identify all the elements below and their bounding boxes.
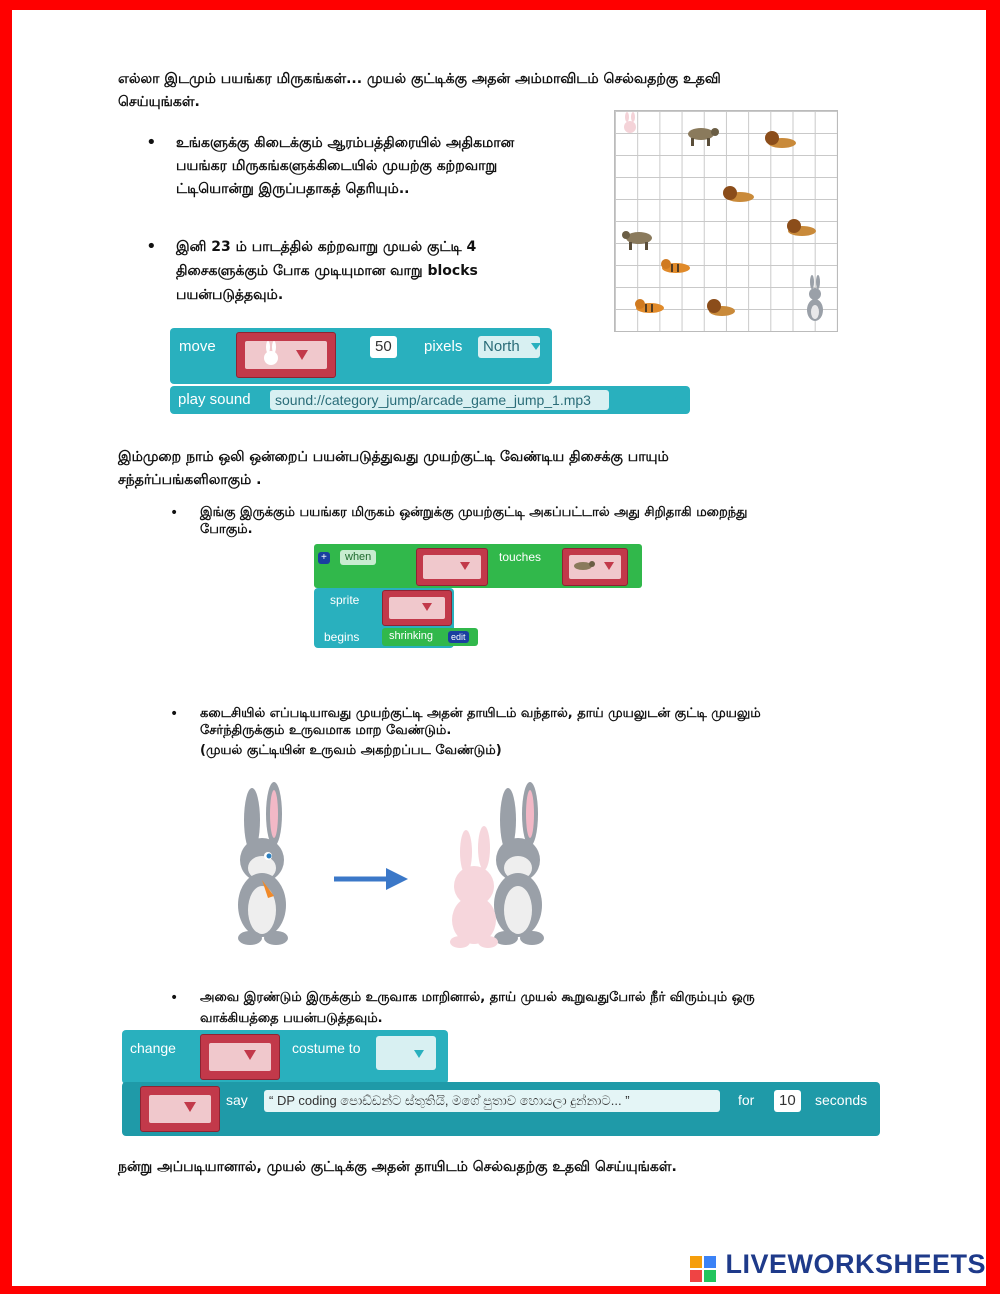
mother-rabbit-icon [804,274,826,324]
bullet4-line-1: கடைசியில் எப்படியாவது முயற்குட்டி அதன் தாயிடம் வந்தால், தாய் முயலுடன் குட்டி முயலும் [200,706,761,721]
costume-to-label: costume to [292,1040,361,1056]
brand-logo: LIVEWORKSHEETS [725,1249,986,1279]
bullet5-line-2: வாக்கியத்தை பயன்படுத்தவும். [200,1011,383,1026]
arrow-right-icon [332,866,410,892]
bullet3-line-2: போகும். [200,522,253,537]
bullet5-line-1: அவை இரண்டும் இருக்கும் உருவாக மாறினால், தாய் முயல் கூறுவதுபோல் நீர் விரும்பும் ஒரு [200,990,755,1005]
pixels-value-input[interactable]: 50 [370,336,397,358]
bullet-dot: • [146,236,157,257]
bullet2-line-2: திசைகளுக்கும் போக முடியுமான வாறு blocks [176,263,478,279]
bullet4-line-2: சேர்ந்திருக்கும் உருவமாக மாற வேண்டும். [200,723,452,738]
edit-button[interactable]: edit [448,631,469,643]
behavior-name: shrinking [389,630,434,642]
closing-line: நன்று அப்படியானால், முயல் குட்டிக்கு அதன் தாயிடம் செல்வதற்கு உதவி செய்யுங்கள். [118,1159,677,1175]
liveworksheets-logo-icon [690,1256,718,1284]
bullet2-line-1: இனி 23 ம் பாடத்தில் கற்றவாறு முயல் குட்டி 4 [176,239,477,255]
baby-rabbit-icon [260,340,282,366]
intro-line-1: எல்லா இடமும் பயங்கர மிருகங்கள்... முயல் குட்டிக்கு அதன் அம்மாவிடம் செல்வதற்கு உதவி [118,71,721,87]
bullet-dot: • [146,132,157,153]
bullet3-line-1: இங்கு இருக்கும் பயங்கர மிருகம் ஒன்றுக்கு முயற்குட்டி அகப்பட்டால் அது சிறிதாகி மறைந்து [200,505,748,520]
hyena-icon [620,226,658,250]
chevron-down-icon [184,1102,196,1112]
para2-line-2: சந்தர்ப்பங்களிலாகும் . [118,472,262,488]
move-label: move [179,338,216,355]
plus-button[interactable]: + [318,552,330,564]
para2-line-1: இம்முறை நாம் ஒலி ஒன்றைப் பயன்படுத்துவது முயற்குட்டி வேண்டிய திசைக்கு பாயும் [118,449,669,465]
for-label: for [738,1092,755,1108]
chevron-down-icon [414,1050,424,1058]
lion-icon [720,184,758,204]
baby-rabbit-icon [620,112,640,134]
tiger-icon [632,296,668,316]
sprite-dropdown[interactable] [140,1086,220,1132]
touches-label: touches [499,550,542,564]
sprite-dropdown[interactable] [382,590,452,626]
change-label: change [130,1040,176,1056]
play-sound-label: play sound [178,391,251,408]
bullet-dot: • [170,706,179,722]
when-dropdown[interactable]: when [340,550,376,565]
lion-icon [782,216,820,238]
costume-dropdown[interactable] [376,1036,436,1070]
tiger-icon [658,256,694,276]
sound-dropdown[interactable]: sound://category_jump/arcade_game_jump_1.mp3 [270,390,609,410]
sprite-dropdown[interactable] [236,332,336,378]
hyena-icon [570,558,596,574]
say-label: say [226,1092,248,1108]
bullet2-line-3: பயன்படுத்தவும். [176,287,284,303]
seconds-label: seconds [815,1092,868,1108]
begins-label: begins [324,630,360,644]
chevron-down-icon [604,562,614,570]
chevron-down-icon [667,396,677,403]
lion-icon [762,128,800,150]
bullet1-line-2: பயங்கர மிருகங்களுக்கிடையில் முயற்கு கற்றவாறு [176,158,498,174]
chevron-down-icon [244,1050,256,1060]
hyena-icon [682,124,720,146]
sprite-dropdown[interactable] [200,1034,280,1080]
sprite-label: sprite [330,593,360,607]
seconds-value-input[interactable]: 10 [774,1090,801,1112]
sprite-dropdown[interactable] [416,548,488,586]
rabbits-together-icon [428,780,554,950]
mother-rabbit-icon [222,780,302,950]
pixels-label: pixels [424,338,463,355]
bullet-dot: • [170,990,179,1006]
intro-line-2: செய்யுங்கள். [118,94,200,110]
say-text-input[interactable]: “ DP coding පොඩ්ඩන්ට ස්තුතියි, මගේ පුතාව හොයලා දුන්නාට... ” [264,1090,720,1112]
bullet1-line-1: உங்களுக்கு கிடைக்கும் ஆரம்பத்திரையில் அதிகமான [176,135,515,151]
lion-icon [702,296,738,318]
chevron-down-icon [296,350,308,360]
bullet4-line-3: (முயல் குட்டியின் உருவம் அகற்றப்பட வேண்டும்) [200,743,502,758]
say-text: DP coding පොඩ්ඩන්ට ස්තුතියි, මගේ පුතාව හොයලා දුන්නාට... [276,1093,622,1108]
bullet1-line-3: ட்டியொன்று இருப்பதாகத் தெரியும்.. [176,181,410,197]
chevron-down-icon [460,562,470,570]
chevron-down-icon [531,343,541,350]
chevron-down-icon [422,603,432,611]
bullet-dot: • [170,505,179,521]
direction-dropdown[interactable]: North [478,336,540,358]
